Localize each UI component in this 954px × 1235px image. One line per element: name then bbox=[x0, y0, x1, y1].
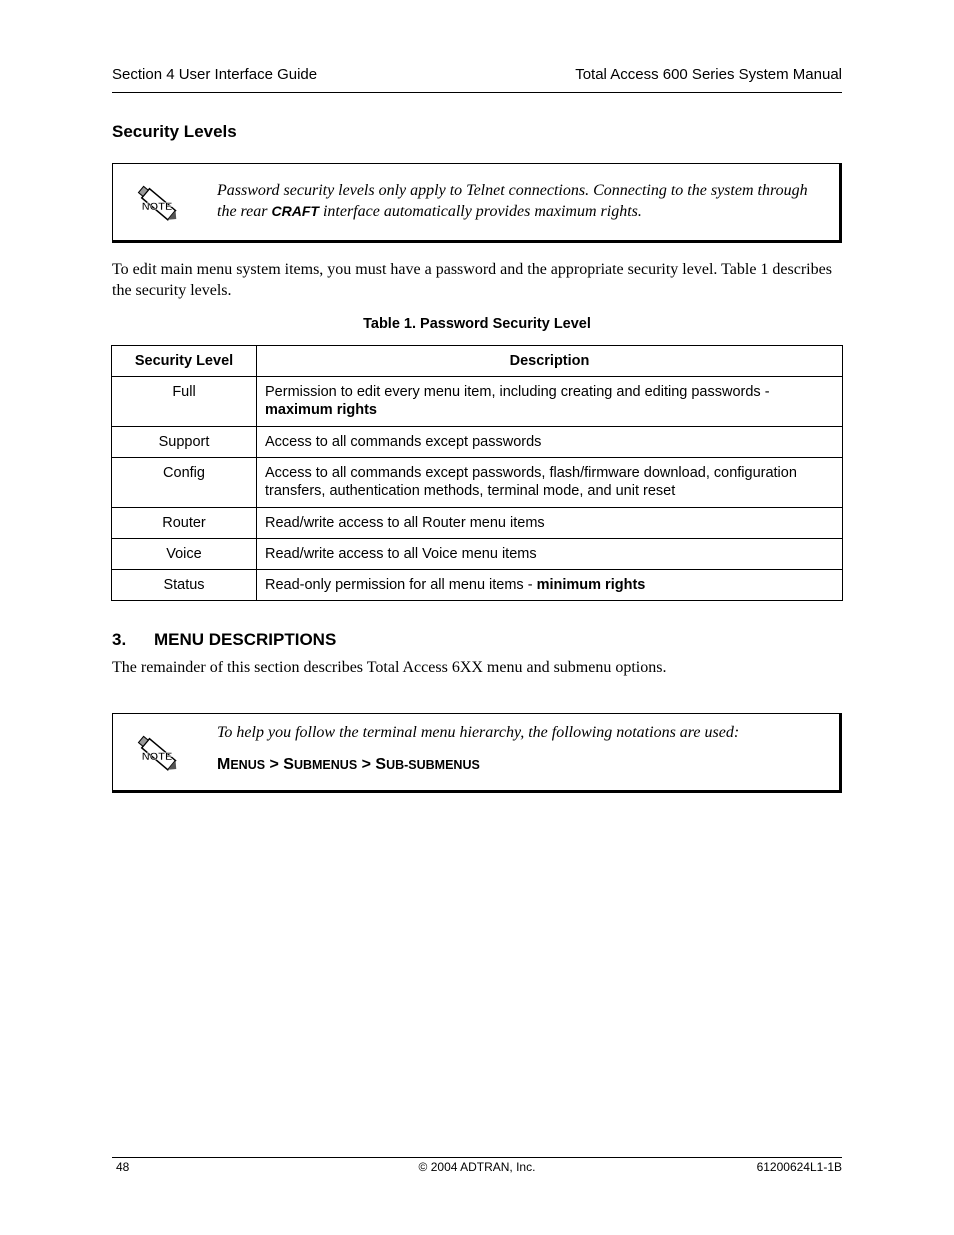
description-cell: Read-only permission for all menu items - minimum rights bbox=[257, 570, 843, 601]
section-heading-menu-descriptions: 3. MENU DESCRIPTIONS bbox=[112, 630, 337, 649]
table-row bbox=[112, 570, 843, 601]
note-box-telnet bbox=[112, 163, 842, 243]
note-icon bbox=[137, 184, 179, 226]
level-cell: Support bbox=[112, 427, 257, 458]
level-cell: Voice bbox=[112, 539, 257, 570]
table-caption: Table 1. Password Security Level bbox=[363, 316, 591, 332]
page-number: 48 bbox=[116, 1160, 130, 1174]
column-header-level: Security Level bbox=[112, 346, 257, 377]
note-box-menu-notation bbox=[112, 713, 842, 793]
note-text-menu-notation: To help you follow the terminal menu hierarchy, the following notations are used: bbox=[217, 724, 740, 741]
description-cell: Access to all commands except passwords, flash/firmware download, configuration transfers, authentication methods, terminal mode, and unit reset bbox=[257, 458, 843, 508]
description-cell: Permission to edit every menu item, including creating and editing passwords - maximum rights bbox=[257, 377, 843, 427]
footer-divider bbox=[112, 1157, 842, 1158]
level-cell: Full bbox=[112, 377, 257, 427]
footer-document-number: 61200624L1-1B bbox=[756, 1160, 842, 1174]
intro-paragraph: To edit main menu system items, you must have a password and the appropriate security level. Table 1 describes the security levels. bbox=[112, 261, 832, 299]
table-row bbox=[112, 427, 843, 458]
header-divider bbox=[112, 92, 842, 93]
description-cell: Access to all commands except passwords bbox=[257, 427, 843, 458]
table-header-row bbox=[112, 346, 843, 377]
menu-descriptions-paragraph: The remainder of this section describes Total Access 6XX menu and submenu options. bbox=[112, 659, 667, 676]
level-cell: Config bbox=[112, 458, 257, 508]
menu-notation-example: MENUS > SUBMENUS > SUB-SUBMENUS bbox=[217, 756, 480, 773]
section-heading-security-levels: Security Levels bbox=[112, 122, 237, 141]
description-cell: Read/write access to all Voice menu items bbox=[257, 539, 843, 570]
note-text-telnet: Password security levels only apply to Telnet connections. Connecting to the system through the rear CRAFT interface automatically provides maximum rights. bbox=[217, 182, 808, 220]
level-cell: Status bbox=[112, 570, 257, 601]
note-icon bbox=[137, 734, 179, 776]
table-row bbox=[112, 377, 843, 427]
table-row bbox=[112, 539, 843, 570]
svg-text:NOTE: NOTE bbox=[141, 751, 173, 763]
header-section-title: Section 4 User Interface Guide bbox=[112, 66, 318, 83]
column-header-description: Description bbox=[257, 346, 843, 377]
header-manual-title: Total Access 600 Series System Manual bbox=[575, 66, 842, 83]
footer-copyright: © 2004 ADTRAN, Inc. bbox=[418, 1160, 536, 1174]
description-cell: Read/write access to all Router menu items bbox=[257, 508, 843, 539]
svg-text:NOTE: NOTE bbox=[141, 201, 173, 213]
level-cell: Router bbox=[112, 508, 257, 539]
table-row bbox=[112, 508, 843, 539]
table-row bbox=[112, 458, 843, 508]
security-level-table bbox=[111, 345, 843, 601]
